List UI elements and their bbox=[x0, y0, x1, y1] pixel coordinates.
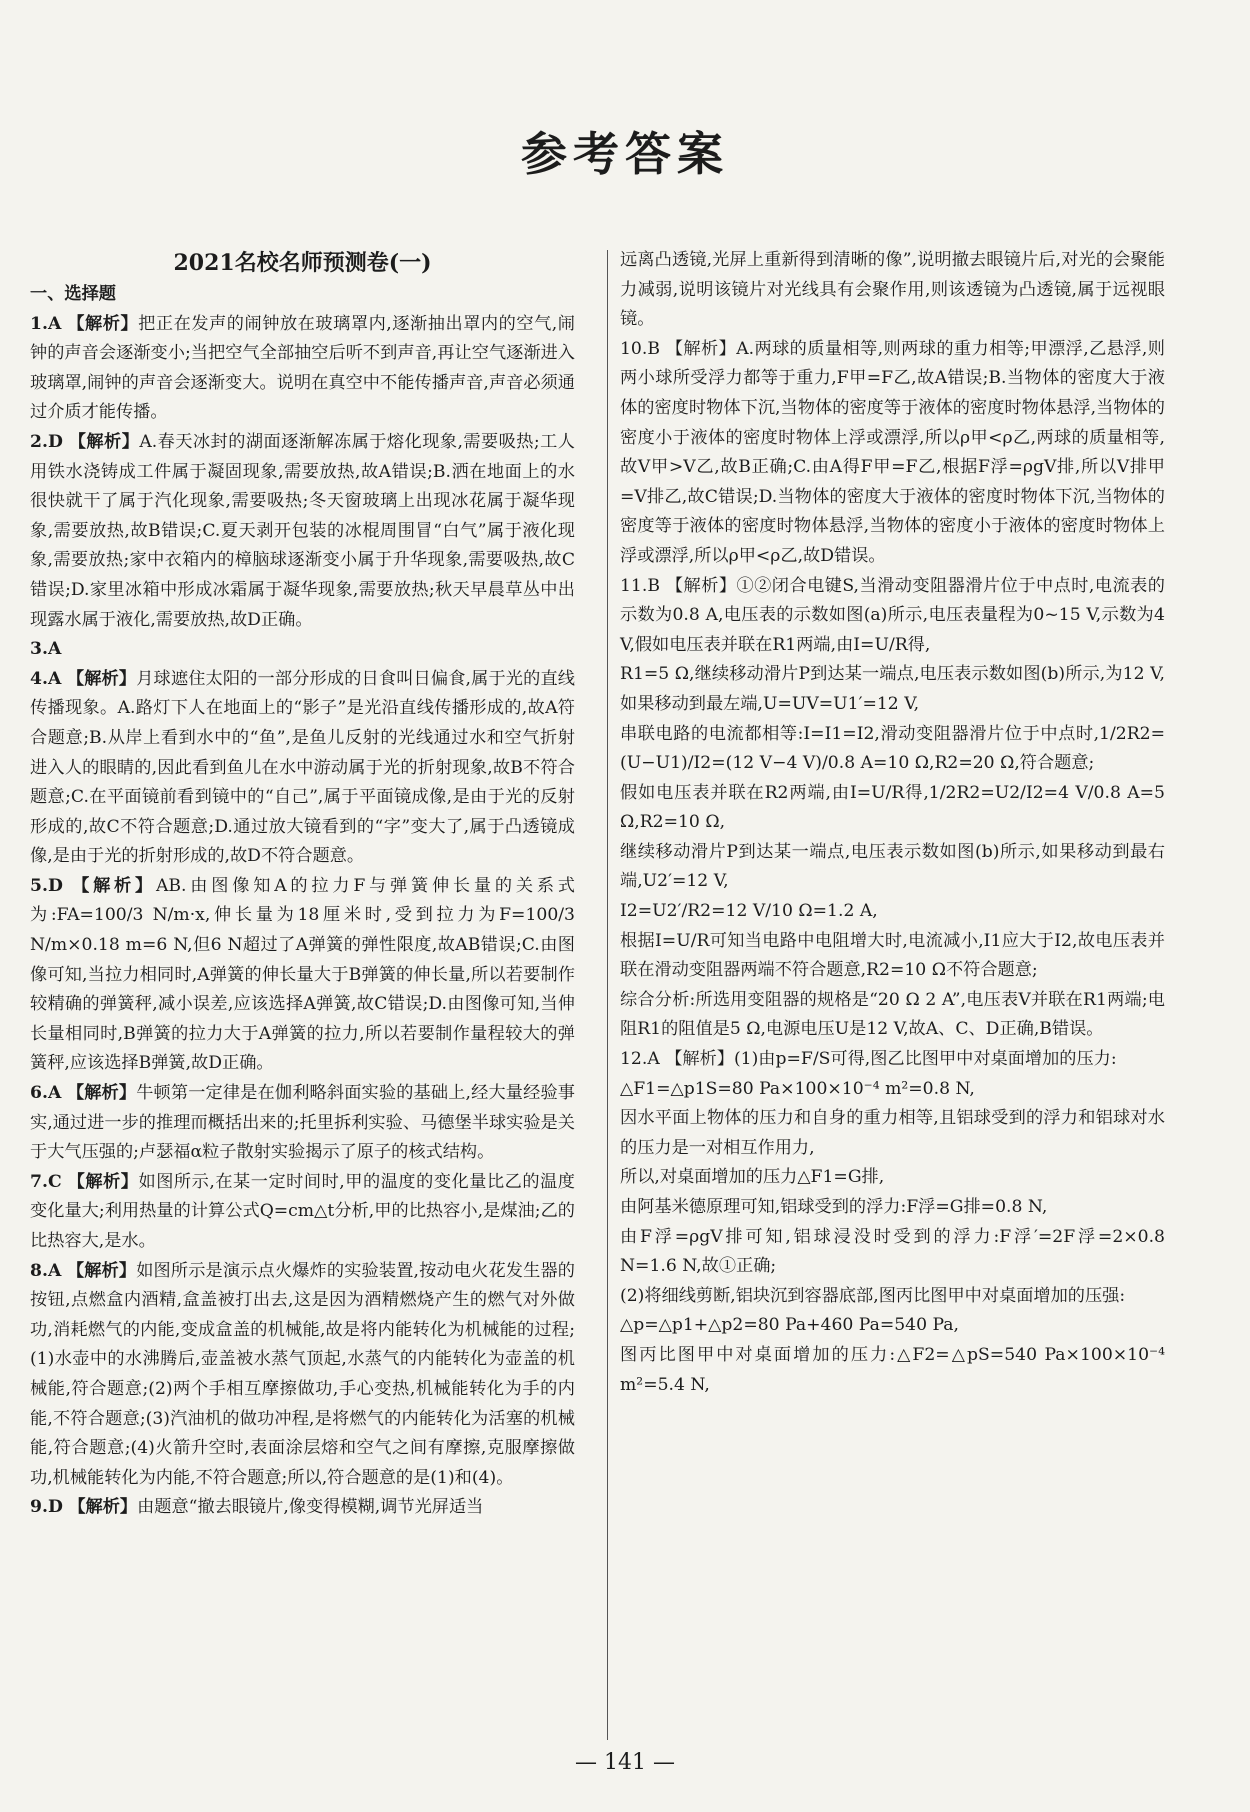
analysis-tag: 【解析】 bbox=[67, 1171, 139, 1192]
column-divider bbox=[607, 250, 608, 1740]
answer-paragraph: 根据I=U/R可知当电路中电阻增大时,电流减小,I1应大于I2,故电压表并联在滑动变阻器两端不符合题意,R2=10 Ω不符合题意; bbox=[620, 930, 1165, 981]
answer-paragraph: 继续移动滑片P到达某一端点,电压表示数如图(b)所示,如果移动到最右端,U2′=12 V, bbox=[620, 841, 1165, 892]
answer-paragraph: 图丙比图甲中对桌面增加的压力:△F2=△pS=540 Pa×100×10⁻⁴ m²=5.4 N, bbox=[620, 1344, 1165, 1395]
page-title: 参考答案 bbox=[521, 127, 729, 181]
answer-paragraph: 串联电路的电流都相等:I=I1=I2,滑动变阻器滑片位于中点时,1/2R2=(U−U1)/I2=(12 V−4 V)/0.8 A=10 Ω,R2=20 Ω,符合题意; bbox=[620, 723, 1165, 774]
answer-number: 1.A bbox=[30, 313, 62, 334]
answer-text: 由题意“撤去眼镜片,像变得模糊,调节光屏适当 bbox=[137, 1497, 484, 1518]
analysis-tag: 【解析】 bbox=[67, 313, 139, 334]
analysis-tag: 【解析】 bbox=[68, 431, 140, 452]
answer-paragraph: △p=△p1+△p2=80 Pa+460 Pa=540 Pa, bbox=[620, 1315, 959, 1336]
answer-paragraph: 由F浮=ρgV排可知,铝球浸没时受到的浮力:F浮′=2F浮=2×0.8 N=1.6 N,故①正确; bbox=[620, 1226, 1165, 1277]
analysis-tag: 【解析】 bbox=[66, 1083, 137, 1104]
answer-text: AB.由图像知A的拉力F与弹簧伸长量的关系式为:FA=100/3 N/m·x,伸长量为18厘米时,受到拉力为F=100/3 N/m×0.18 m=6 N,但6 N超过了A弹簧的弹性限度,故AB错误;C.由图像可知,当拉力相同时,A弹簧的伸长量大于B弹簧的伸长量,所以若要制作较精确的弹簧秤,减小误差,应该选择A弹簧,故C错误;D.由图像可知,当伸长量相同时,B弹簧的拉力大于A弹簧的拉力,所以若要制作量程较大的弹簧秤,应该选择B弹簧,故D正确。 bbox=[30, 875, 575, 1074]
answer-paragraph: 所以,对桌面增加的压力△F1=G排, bbox=[620, 1167, 885, 1188]
answer-item bbox=[30, 1493, 575, 1523]
answer-item bbox=[30, 665, 575, 872]
answer-text: 牛顿第一定律是在伽利略斜面实验的基础上,经大量经验事实,通过进一步的推理而概括出来的;托里拆利实验、马德堡半球实验是关于大气压强的;卢瑟福α粒子散射实验揭示了原子的核式结构。 bbox=[30, 1083, 575, 1163]
answer-number: 5.D bbox=[30, 875, 63, 896]
answer-number: 9.D bbox=[30, 1497, 63, 1518]
right-column bbox=[620, 246, 1165, 1400]
answer-text: 把正在发声的闹钟放在玻璃罩内,逐渐抽出罩内的空气,闹钟的声音会逐渐变小;当把空气全部抽空后听不到声音,再让空气逐渐进入玻璃罩,闹钟的声音会逐渐变大。说明在真空中不能传播声音,声音必须通过介质才能传播。 bbox=[30, 313, 575, 423]
answer-paragraph: 综合分析:所选用变阻器的规格是“20 Ω 2 A”,电压表V并联在R1两端;电阻R1的阻值是5 Ω,电源电压U是12 V,故A、C、D正确,B错误。 bbox=[620, 989, 1165, 1040]
answer-paragraph: I2=U2′/R2=12 V/10 Ω=1.2 A, bbox=[620, 901, 878, 922]
answer-text: 如图所示,在某一定时间时,甲的温度的变化量比乙的温度变化量大;利用热量的计算公式Q=cm△t分析,甲的比热容小,是煤油;乙的比热容大,是水。 bbox=[30, 1171, 575, 1251]
answer-item bbox=[30, 428, 575, 635]
answer-text: 月球遮住太阳的一部分形成的日食叫日偏食,属于光的直线传播现象。A.路灯下人在地面上的“影子”是光沿直线传播形成的,故A符合题意;B.从岸上看到水中的“鱼”,是鱼儿反射的光线通过水和空气折射进入人的眼睛的,因此看到鱼儿在水中游动属于光的折射现象,故B不符合题意;C.在平面镜前看到镜中的“自己”,属于平面镜成像,是由于光的反射形成的,故C不符合题意;D.通过放大镜看到的“字”变大了,属于凸透镜成像,是由于光的折射形成的,故D不符合题意。 bbox=[30, 668, 575, 867]
analysis-tag: 【解析】 bbox=[72, 875, 157, 896]
answer-number: 6.A bbox=[30, 1083, 62, 1104]
answer-number: 8.A bbox=[30, 1260, 62, 1281]
answer-paragraph: R1=5 Ω,继续移动滑片P到达某一端点,电压表示数如图(b)所示,为12 V,如果移动到最左端,U=UV=U1′=12 V, bbox=[620, 664, 1165, 714]
answer-number: 3.A bbox=[30, 639, 62, 660]
left-answer-list bbox=[30, 310, 575, 1523]
answer-paragraph: (2)将细线剪断,铝块沉到容器底部,图丙比图甲中对桌面增加的压强: bbox=[620, 1285, 1126, 1306]
answer-number: 4.A bbox=[30, 668, 62, 689]
answer-paragraph: 因水平面上物体的压力和自身的重力相等,且铝球受到的浮力和铝球对水的压力是一对相互作用力, bbox=[620, 1108, 1165, 1158]
analysis-tag: 【解析】 bbox=[66, 668, 137, 689]
answer-paragraph: 10.B 【解析】A.两球的质量相等,则两球的重力相等;甲漂浮,乙悬浮,则两小球所受浮力都等于重力,F甲=F乙,故A错误;B.当物体的密度大于液体的密度时物体下沉,当物体的密度等于液体的密度时物体悬浮,当物体的密度小于液体的密度时物体上浮或漂浮,所以ρ甲<ρ乙,两球的质量相等,故V甲>V乙,故B正确;C.由A得F甲=F乙,根据F浮=ρgV排,所以V排甲=V排乙,故C错误;D.当物体的密度大于液体的密度时物体下沉,当物体的密度等于液体的密度时物体悬浮,当物体的密度小于液体的密度时物体上浮或漂浮,所以ρ甲<ρ乙,故D错误。 bbox=[620, 338, 1165, 566]
answer-paragraph: 11.B 【解析】①②闭合电键S,当滑动变阻器滑片位于中点时,电流表的示数为0.8 A,电压表的示数如图(a)所示,电压表量程为0~15 V,示数为4 V,假如电压表并联在R1两端,由I=U/R得, bbox=[620, 575, 1165, 655]
answer-text: 如图所示是演示点火爆炸的实验装置,按动电火花发生器的按钮,点燃盒内酒精,盒盖被打出去,这是因为酒精燃烧产生的燃气对外做功,消耗燃气的内能,变成盒盖的机械能,故是将内能转化为机械能的过程;(1)水壶中的水沸腾后,壶盖被水蒸气顶起,水蒸气的内能转化为壶盖的机械能,符合题意;(2)两个手相互摩擦做功,手心变热,机械能转化为手的内能,不符合题意;(3)汽油机的做功冲程,是将燃气的内能转化为活塞的机械能,符合题意;(4)火箭升空时,表面涂层熔和空气之间有摩擦,克服摩擦做功,机械能转化为内能,不符合题意;所以,符合题意的是(1)和(4)。 bbox=[30, 1260, 575, 1488]
analysis-tag: 【解析】 bbox=[68, 1497, 138, 1518]
answer-item bbox=[30, 635, 575, 665]
section-title: 2021名校名师预测卷(一) bbox=[173, 250, 432, 276]
answer-item bbox=[30, 310, 575, 428]
answer-item bbox=[30, 1257, 575, 1494]
answer-item bbox=[30, 872, 575, 1079]
answer-paragraph: 由阿基米德原理可知,铝球受到的浮力:F浮=G排=0.8 N, bbox=[620, 1197, 1048, 1217]
answer-number: 7.C bbox=[30, 1171, 62, 1192]
answer-text: A.春天冰封的湖面逐渐解冻属于熔化现象,需要吸热;工人用铁水浇铸成工件属于凝固现象,需要放热,故A错误;B.洒在地面上的水很快就干了属于汽化现象,需要吸热;冬天窗玻璃上出现冰花属于凝华现象,需要放热,故B错误;C.夏天剥开包装的冰棍周围冒“白气”属于液化现象,需要放热;家中衣箱内的樟脑球逐渐变小属于升华现象,需要吸热,故C错误;D.家里冰箱中形成冰霜属于凝华现象,需要放热;秋天早晨草丛中出现露水属于液化,需要放热,故D正确。 bbox=[30, 431, 575, 630]
answer-paragraph: △F1=△p1S=80 Pa×100×10⁻⁴ m²=0.8 N, bbox=[620, 1078, 975, 1099]
question-type-heading: 一、选择题 bbox=[30, 284, 116, 304]
analysis-tag: 【解析】 bbox=[66, 1260, 137, 1281]
page-number: — 141 — bbox=[575, 1750, 675, 1775]
left-column bbox=[30, 246, 575, 1523]
answer-paragraph: 12.A 【解析】(1)由p=F/S可得,图乙比图甲中对桌面增加的压力: bbox=[620, 1049, 1117, 1070]
answer-item bbox=[30, 1168, 575, 1257]
right-answer-list bbox=[620, 246, 1165, 1400]
answer-number: 2.D bbox=[30, 431, 63, 452]
answer-item bbox=[30, 1079, 575, 1168]
answer-paragraph: 远离凸透镜,光屏上重新得到清晰的像”,说明撤去眼镜片后,对光的会聚能力减弱,说明该镜片对光线具有会聚作用,则该透镜为凸透镜,属于远视眼镜。 bbox=[620, 250, 1165, 330]
answer-paragraph: 假如电压表并联在R2两端,由I=U/R得,1/2R2=U2/I2=4 V/0.8 A=5 Ω,R2=10 Ω, bbox=[620, 782, 1165, 833]
